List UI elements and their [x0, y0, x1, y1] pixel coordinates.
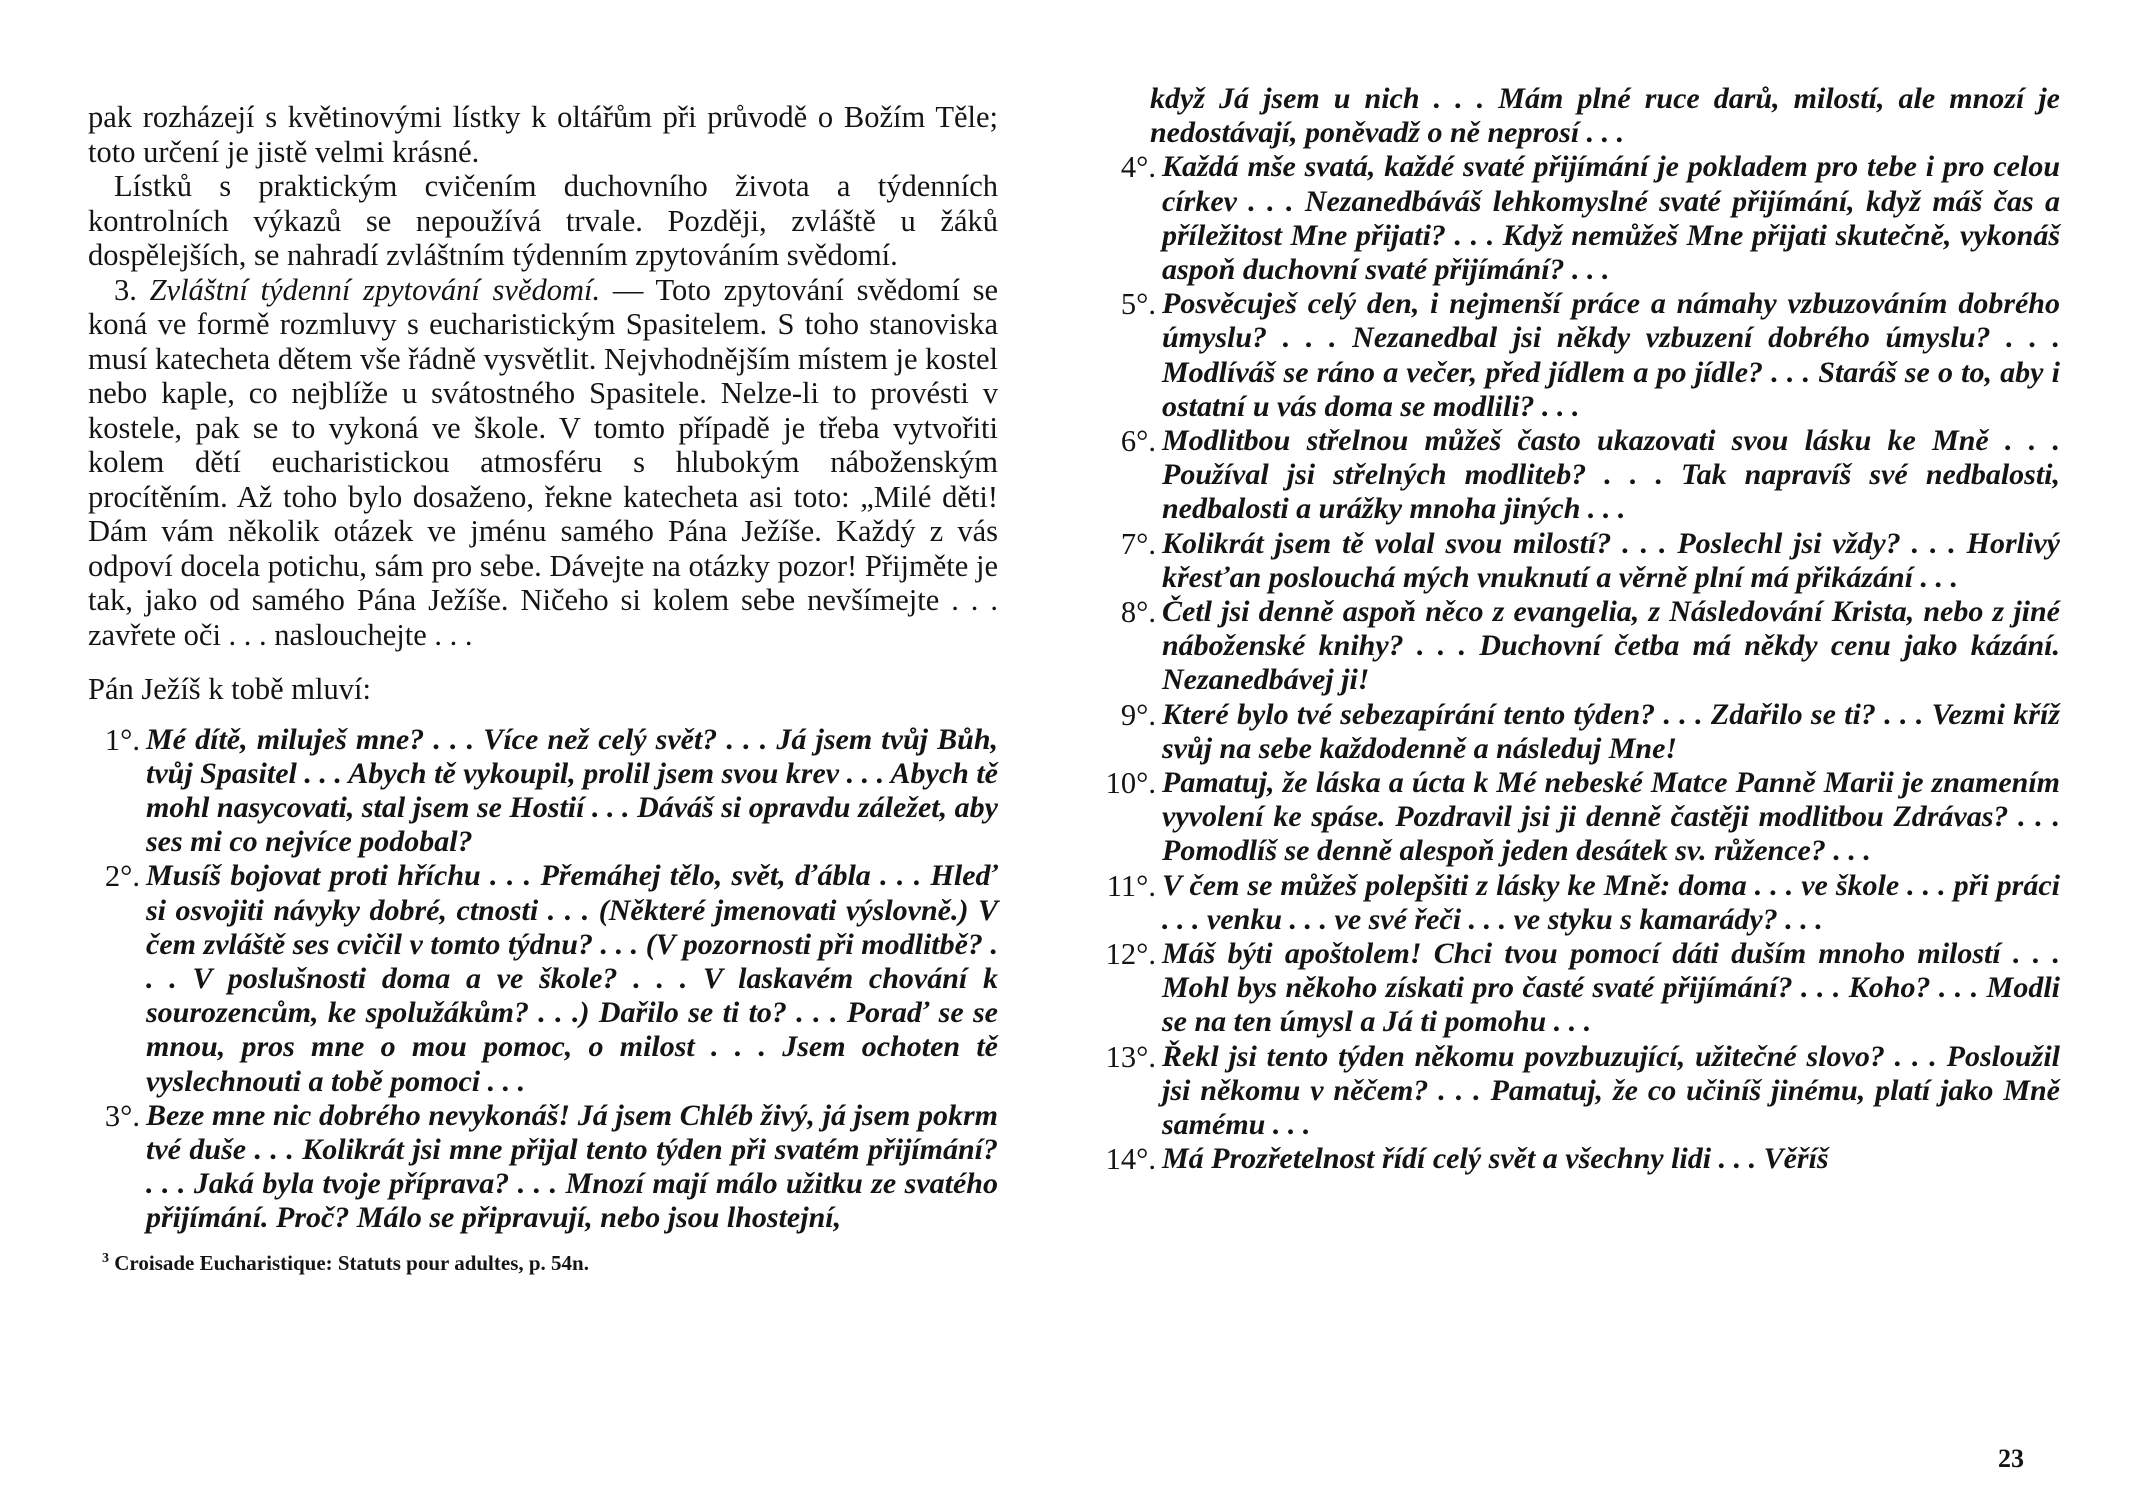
continued-text: když Já jsem u nich . . . Mám plné ruce darů, milostí, ale mnozí je nedostávají, poněvadž o ně neprosí . . .	[1150, 82, 2060, 150]
question-number: 10°.	[1105, 766, 1156, 801]
question-number: 7°.	[1120, 526, 1156, 561]
question-text: Mé dítě, miluješ mne? . . . Více než celý svět? . . . Já jsem tvůj Bůh, tvůj Spasitel . . . Abych tě vykoupil, prolil jsem svou krev . . . Abych tě mohl nasycovati, stal jsem se Hostií . . . Dáváš si opravdu záležet, aby ses mi co nejvíce podobal?	[146, 722, 998, 859]
question-text: Posvěcuješ celý den, i nejmenší práce a námahy vzbuzováním dobrého úmyslu? . . . Nezanedbal jsi někdy vzbuzení dobrého úmyslu? . . . Modlíváš se ráno a večer, před jídlem a po jídle? . . . Staráš se o to, aby i ostatní u vás doma se modlili? . . .	[1162, 287, 2060, 423]
question-item	[88, 859, 998, 1098]
question-text: Řekl jsi tento týden někomu povzbuzující, užitečné slovo? . . . Posloužil jsi někomu v něčem? . . . Pamatuj, že co učiníš jinému, platí jako Mně samému . . .	[1162, 1039, 2060, 1142]
question-number: 6°.	[1120, 424, 1156, 459]
question-item	[1120, 424, 2060, 527]
question-item	[1105, 937, 2060, 1040]
left-page	[88, 0, 998, 1276]
page-number: 23	[1998, 1444, 2024, 1473]
question-item	[1106, 868, 2060, 937]
question-text: Beze mne nic dobrého nevykonáš! Já jsem Chléb živý, já jsem pokrm tvé duše . . . Kolikrát jsi mne přijal tento týden při svatém přijímání? . . . Jaká byla tvoje příprava? . . . Mnozí mají málo užitku ze svatého přijímání. Proč? Málo se připravují, nebo jsou lhostejní,	[146, 1098, 998, 1235]
question-text: Které bylo tvé sebezapírání tento týden? . . . Zdařilo se ti? . . . Vezmi kříž svůj na sebe každodenně a následuj Mne!	[1162, 697, 2060, 765]
question-number: 13°.	[1105, 1039, 1156, 1074]
question-item	[1120, 595, 2060, 698]
question-text: V čem se můžeš polepšiti z lásky ke Mně: doma . . . ve škole . . . při práci . . . venku . . . ve své řeči . . . ve styku s kamarády? . . .	[1162, 868, 2060, 936]
section-3-paragraph	[88, 273, 998, 653]
question-number: 9°.	[1120, 697, 1156, 732]
question-item	[1120, 526, 2060, 595]
question-text: Máš býti apoštolem! Chci tvou pomocí dáti duším mnoho milostí . . . Mohl bys někoho získati pro časté svaté přijímání? . . . Koho? . . . Modli se na ten úmysl a Já ti pomohu . . .	[1162, 937, 2060, 1039]
question-item	[1105, 1039, 2060, 1143]
footnote-mark: 3	[102, 1250, 109, 1266]
question-number: 11°.	[1106, 868, 1156, 903]
question-number: 3°.	[104, 1098, 140, 1133]
lead-line: Pán Ježíš k tobě mluví:	[88, 672, 371, 706]
footnote	[88, 1246, 998, 1276]
question-item	[1105, 766, 2060, 869]
question-number: 4°.	[1120, 150, 1156, 185]
question-number: 12°.	[1105, 937, 1156, 972]
section-title: Zvláštní týdenní zpytování svědomí.	[149, 272, 601, 307]
question-text: Každá mše svatá, každé svaté přijímání je pokladem pro tebe i pro celou církev . . . Nezanedbáváš lehkomyslné svaté přijímání, když máš čas a příležitost Mne přijati? . . . Když nemůžeš Mne přijati skutečně, vykonáš aspoň duchovní svaté přijímání? . . .	[1162, 150, 2060, 287]
question-number: 2°.	[104, 859, 140, 894]
question-text: Pamatuj, že láska a úcta k Mé nebeské Matce Panně Marii je znamením vyvolení ke spáse. Pozdravil jsi ji denně častěji modlitbou Zdrávas? . . . Pomodlíš se denně alespoň jeden desátek sv. růžence? . . .	[1162, 766, 2060, 868]
question-number: 8°.	[1120, 595, 1156, 630]
question-text: Kolikrát jsem tě volal svou milostí? . . . Poslechl jsi vždy? . . . Horlivý křesťan poslouchá mých vnuknutí a věrně plní má přikázání . . .	[1162, 526, 2060, 594]
question-number: 1°.	[104, 722, 140, 757]
question-number: 14°.	[1105, 1142, 1156, 1177]
paragraph: pak rozházejí s květinovými lístky k oltářům při průvodě o Božím Těle; toto určení je jistě velmi krásné.	[88, 100, 998, 169]
question-item	[88, 723, 998, 860]
question-item	[1120, 697, 2060, 766]
question-number: 5°.	[1120, 287, 1156, 322]
question-text: Četl jsi denně aspoň něco z evangelia, z Následování Krista, nebo z jiné náboženské knihy? . . . Duchovní četba má někdy cenu jako kázání. Nezanedbávej ji!	[1162, 595, 2060, 697]
question-text: Musíš bojovat proti hříchu . . . Přemáhej tělo, svět, ďábla . . . Hleď si osvojiti návyky dobré, ctnosti . . . (Některé jmenovati výslovně.) V čem zvláště ses cvičil v tomto týdnu? . . . (V pozornosti při modlitbě? . . . V poslušnosti doma a ve škole? . . . V laskavém chování k sourozencům, ke spolužákům? . . .) Dařilo se ti to? . . . Poraď se se mnou, pros mne o mou pomoc, o milost . . . Jsem ochoten tě vyslechnouti a tobě pomoci . . .	[146, 859, 998, 1098]
question-text: Modlitbou střelnou můžeš často ukazovati svou lásku ke Mně . . . Používal jsi střelných modliteb? . . . Tak napravíš své nedbalosti, nedbalosti a urážky mnoha jiných . . .	[1162, 424, 2060, 526]
section-number: 3.	[114, 272, 137, 307]
question-item	[1105, 1142, 2060, 1177]
section-text: — Toto zpytování svědomí se koná ve formě rozmluvy s eucharistickým Spasitelem. S toho stanoviska musí katecheta dětem vše řádně vysvětlit. Nejvhodnějším místem je kostel nebo kaple, co nejblíže u svátostného Spasitele. Nelze-li to provésti v kostele, pak se to vykoná ve škole. V tomto případě je třeba vytvořiti kolem dětí eucharistickou atmosféru s hlubokým náboženským procítěním. Až toho bylo dosaženo, řekne katecheta asi toto: „Milé děti! Dám vám několik otázek ve jménu samého Pána Ježíše. Každý z vás odpoví docela potichu, sám pro sebe. Dávejte na otázky pozor! Přijměte je tak, jako od samého Pána Ježíše. Ničeho si kolem sebe nevšímejte . . . zavřete oči . . . naslouchejte . . .	[88, 272, 999, 652]
question-item	[88, 1099, 998, 1236]
question-item	[1120, 287, 2060, 424]
question-item	[1120, 150, 2060, 287]
right-page	[1105, 0, 2060, 1177]
footnote-text: Croisade Eucharistique: Statuts pour adultes, p. 54n.	[114, 1250, 589, 1275]
paragraph: Lístků s praktickým cvičením duchovního života a týdenních kontrolních výkazů se nepoužívá trvale. Později, zvláště u žáků dospělejších, se nahradí zvláštním týdenním zpytováním svědomí.	[88, 169, 998, 272]
question-text: Má Prozřetelnost řídí celý svět a všechny lidi . . . Věříš	[1162, 1142, 1829, 1176]
